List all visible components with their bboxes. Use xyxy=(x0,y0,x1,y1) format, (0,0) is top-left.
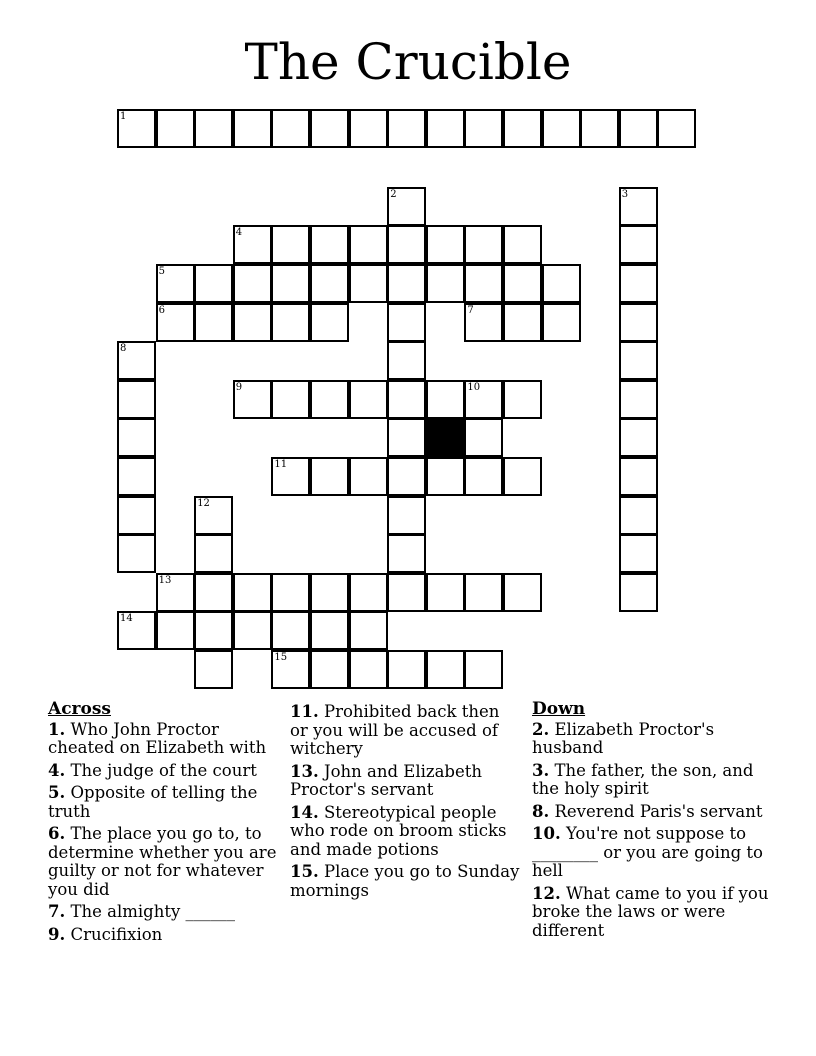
grid-cell[interactable] xyxy=(310,573,349,612)
clue-num: 13. xyxy=(290,761,319,781)
clue-num: 12. xyxy=(532,883,561,903)
grid-cell[interactable] xyxy=(464,573,503,612)
grid-cell[interactable] xyxy=(117,534,156,573)
clue xyxy=(532,825,772,881)
clue-text: Place you go to Sunday mornings xyxy=(290,862,520,900)
grid-cell[interactable] xyxy=(117,341,156,380)
grid-cell[interactable] xyxy=(156,573,195,612)
grid-cell[interactable] xyxy=(503,225,542,264)
grid-cell[interactable] xyxy=(387,341,426,380)
clue-number: 3 xyxy=(621,188,629,200)
clue xyxy=(532,762,772,799)
clue-text: The father, the son, and the holy spirit xyxy=(532,760,754,798)
grid-cell[interactable] xyxy=(542,109,581,148)
grid-cell[interactable] xyxy=(387,534,426,573)
clue xyxy=(290,863,520,900)
grid-cell[interactable] xyxy=(619,534,658,573)
grid-cell[interactable] xyxy=(349,109,388,148)
grid-cell[interactable] xyxy=(657,109,696,148)
grid-cell[interactable] xyxy=(580,109,619,148)
grid-cell[interactable] xyxy=(619,341,658,380)
clue xyxy=(48,784,278,821)
clue xyxy=(532,803,772,822)
grid-cell[interactable] xyxy=(619,264,658,303)
grid-cell[interactable] xyxy=(619,187,658,226)
clue-text: John and Elizabeth Proctor's servant xyxy=(290,761,482,799)
clue-text: The place you go to, to determine whether you are guilty or not for whatever you did xyxy=(48,824,277,899)
grid-cell[interactable] xyxy=(349,457,388,496)
grid-cell[interactable] xyxy=(310,457,349,496)
grid-cell[interactable] xyxy=(194,573,233,612)
clue-text: Elizabeth Proctor's husband xyxy=(532,719,715,757)
grid-cell[interactable] xyxy=(310,650,349,689)
grid-cell[interactable] xyxy=(503,457,542,496)
clue-text: Who John Proctor cheated on Elizabeth with xyxy=(48,719,267,757)
clue-text: Opposite of telling the truth xyxy=(48,783,258,821)
grid-cell[interactable] xyxy=(349,225,388,264)
clue-text: What came to you if you broke the laws or were different xyxy=(532,883,769,940)
grid-cell[interactable] xyxy=(271,457,310,496)
grid-cell[interactable] xyxy=(503,109,542,148)
grid-cell[interactable] xyxy=(194,303,233,342)
clue-number: 14 xyxy=(120,613,133,625)
grid-cell[interactable] xyxy=(503,303,542,342)
grid-cell[interactable] xyxy=(156,611,195,650)
grid-cell[interactable] xyxy=(349,573,388,612)
grid-cell[interactable] xyxy=(464,303,503,342)
grid-cell[interactable] xyxy=(503,573,542,612)
clue xyxy=(48,926,278,945)
black-cell xyxy=(426,418,465,457)
grid-cell[interactable] xyxy=(464,650,503,689)
clue xyxy=(532,885,772,941)
grid-cell[interactable] xyxy=(387,457,426,496)
grid-cell[interactable] xyxy=(156,109,195,148)
grid-cell[interactable] xyxy=(619,573,658,612)
clue-text: Prohibited back then or you will be accused of witchery xyxy=(290,702,500,758)
grid-cell[interactable] xyxy=(387,303,426,342)
clue-number: 15 xyxy=(274,651,288,663)
clue xyxy=(290,804,520,860)
clue-text: The judge of the court xyxy=(65,760,257,780)
grid-cell[interactable] xyxy=(117,418,156,457)
grid-cell[interactable] xyxy=(271,611,310,650)
clue xyxy=(290,703,520,759)
grid-cell[interactable] xyxy=(464,380,503,419)
grid-cell[interactable] xyxy=(271,380,310,419)
clue-num: 15. xyxy=(290,862,319,881)
grid-cell[interactable] xyxy=(117,611,156,650)
clue-num: 11. xyxy=(290,702,319,721)
clue-text: Crucifixion xyxy=(65,924,163,944)
grid-cell[interactable] xyxy=(233,573,272,612)
grid-cell[interactable] xyxy=(387,380,426,419)
grid-cell[interactable] xyxy=(310,109,349,148)
grid-cell[interactable] xyxy=(619,380,658,419)
grid-cell[interactable] xyxy=(117,109,156,148)
clue-number: 5 xyxy=(158,265,165,277)
grid-cell[interactable] xyxy=(387,187,426,226)
grid-cell[interactable] xyxy=(233,225,272,264)
grid-cell[interactable] xyxy=(117,496,156,535)
clue xyxy=(48,903,278,922)
grid-cell[interactable] xyxy=(464,418,503,457)
clue-number: 9 xyxy=(235,381,243,393)
clue-num: 9. xyxy=(48,924,66,944)
grid-cell[interactable] xyxy=(426,380,465,419)
grid-cell[interactable] xyxy=(233,380,272,419)
clue-text: The almighty ______ xyxy=(65,902,236,921)
grid-cell[interactable] xyxy=(387,496,426,535)
grid-cell[interactable] xyxy=(233,303,272,342)
grid-cell[interactable] xyxy=(542,264,581,303)
grid-cell[interactable] xyxy=(194,534,233,573)
grid-cell[interactable] xyxy=(387,573,426,612)
grid-cell[interactable] xyxy=(619,496,658,535)
clue xyxy=(532,721,772,758)
grid-cell[interactable] xyxy=(619,109,658,148)
grid-cell[interactable] xyxy=(387,264,426,303)
grid-cell[interactable] xyxy=(310,303,349,342)
grid-cell[interactable] xyxy=(233,264,272,303)
grid-cell[interactable] xyxy=(194,109,233,148)
clue xyxy=(48,721,278,758)
clue-num: 3. xyxy=(532,760,550,780)
grid-cell[interactable] xyxy=(619,457,658,496)
grid-cell[interactable] xyxy=(426,650,465,689)
across-clues-column-2 xyxy=(290,703,520,904)
down-clues-column xyxy=(532,700,772,944)
grid-cell[interactable] xyxy=(156,264,195,303)
grid-cell[interactable] xyxy=(271,225,310,264)
grid-cell[interactable] xyxy=(194,264,233,303)
grid-cell[interactable] xyxy=(619,225,658,264)
clue-number: 4 xyxy=(235,227,243,239)
grid-cell[interactable] xyxy=(271,573,310,612)
grid-cell[interactable] xyxy=(349,650,388,689)
puzzle-title: The Crucible xyxy=(244,33,572,91)
clue-num: 14. xyxy=(290,802,319,822)
grid-cell[interactable] xyxy=(310,225,349,264)
grid-cell[interactable] xyxy=(194,650,233,689)
grid-cell[interactable] xyxy=(426,573,465,612)
grid-cell[interactable] xyxy=(464,225,503,264)
grid-cell[interactable] xyxy=(464,264,503,303)
clue-num: 8. xyxy=(532,801,550,821)
clue-number: 10 xyxy=(467,381,481,393)
grid-cell[interactable] xyxy=(310,380,349,419)
clue-num: 1. xyxy=(48,719,66,739)
grid-cell[interactable] xyxy=(542,303,581,342)
grid-cell[interactable] xyxy=(117,380,156,419)
clue-num: 5. xyxy=(48,783,66,802)
clue-num: 10. xyxy=(532,824,561,843)
down-heading: Down xyxy=(532,699,586,719)
across-heading: Across xyxy=(48,699,111,719)
grid-cell[interactable] xyxy=(464,109,503,148)
grid-cell[interactable] xyxy=(156,303,195,342)
clue xyxy=(48,762,278,781)
grid-cell[interactable] xyxy=(426,109,465,148)
grid-cell[interactable] xyxy=(426,457,465,496)
grid-cell[interactable] xyxy=(619,418,658,457)
clue xyxy=(48,825,278,899)
clue-num: 7. xyxy=(48,902,66,921)
clue-number: 12 xyxy=(197,497,210,509)
clue-text: Reverend Paris's servant xyxy=(549,801,763,821)
grid-cell[interactable] xyxy=(194,496,233,535)
clue-number: 7 xyxy=(467,304,474,316)
grid-cell[interactable] xyxy=(194,611,233,650)
clue-text: You're not suppose to ________ or you are going to hell xyxy=(532,824,763,880)
clue-number: 6 xyxy=(158,304,165,316)
grid-cell[interactable] xyxy=(503,380,542,419)
grid-cell[interactable] xyxy=(271,264,310,303)
grid-cell[interactable] xyxy=(426,225,465,264)
clue-number: 11 xyxy=(274,458,288,470)
grid-cell[interactable] xyxy=(503,264,542,303)
clue-num: 6. xyxy=(48,824,66,843)
grid-cell[interactable] xyxy=(310,611,349,650)
clue-number: 8 xyxy=(120,343,127,355)
clue-num: 4. xyxy=(48,760,66,780)
grid-cell[interactable] xyxy=(387,418,426,457)
grid-cell[interactable] xyxy=(619,303,658,342)
grid-cell[interactable] xyxy=(271,650,310,689)
grid-cell[interactable] xyxy=(271,303,310,342)
across-clues-column xyxy=(48,700,278,948)
grid-cell[interactable] xyxy=(349,264,388,303)
clue-number: 13 xyxy=(158,574,172,586)
grid-cell[interactable] xyxy=(117,457,156,496)
clue-number: 1 xyxy=(120,111,127,122)
grid-cell[interactable] xyxy=(310,264,349,303)
grid-cell[interactable] xyxy=(387,650,426,689)
clue-number: 2 xyxy=(390,188,397,200)
grid-cell[interactable] xyxy=(233,611,272,650)
grid-cell[interactable] xyxy=(387,225,426,264)
grid-cell[interactable] xyxy=(426,264,465,303)
clue-num: 2. xyxy=(532,719,550,739)
clue xyxy=(290,763,520,800)
grid-cell[interactable] xyxy=(464,457,503,496)
clue-text: Stereotypical people who rode on broom sticks and made potions xyxy=(290,802,507,859)
grid-cell[interactable] xyxy=(387,109,426,148)
grid-cell[interactable] xyxy=(271,109,310,148)
grid-cell[interactable] xyxy=(349,380,388,419)
grid-cell[interactable] xyxy=(349,611,388,650)
grid-cell[interactable] xyxy=(233,109,272,148)
